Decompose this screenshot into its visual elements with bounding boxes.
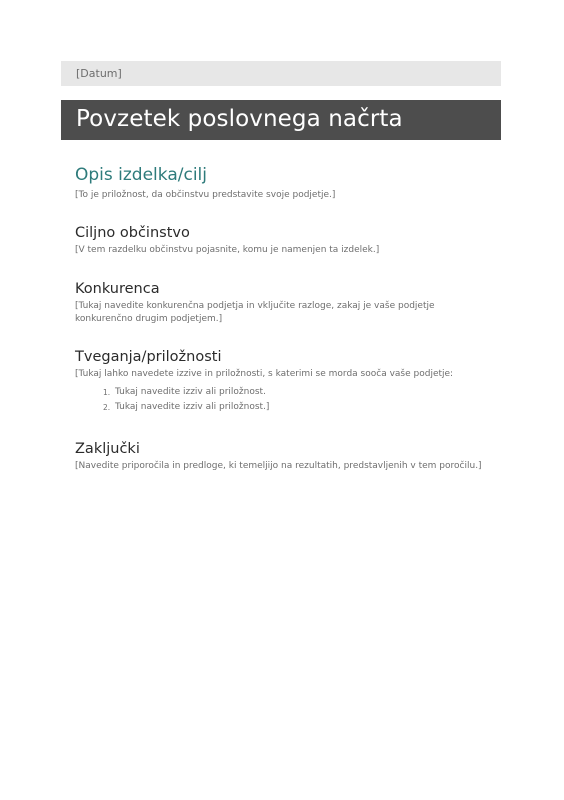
section-heading[interactable]: Ciljno občinstvo xyxy=(75,225,190,241)
risks-list xyxy=(75,385,495,415)
list-item-text: Tukaj navedite izziv ali priložnost.] xyxy=(115,402,270,412)
section-heading[interactable]: Zaključki xyxy=(75,441,140,457)
list-item[interactable] xyxy=(75,400,495,415)
date-field[interactable]: [Datum] xyxy=(76,67,122,80)
section-conclusions xyxy=(75,439,495,473)
section-heading[interactable]: Konkurenca xyxy=(75,281,160,297)
section-text[interactable]: [To je priložnost, da občinstvu predstavite svoje podjetje.] xyxy=(75,190,336,200)
section-competition xyxy=(75,279,495,326)
section-product-description xyxy=(75,163,495,202)
section-text[interactable]: [Tukaj lahko navedete izzive in priložnosti, s katerimi se morda sooča vaše podjetje: xyxy=(75,369,454,379)
section-heading[interactable]: Opis izdelka/cilj xyxy=(75,165,207,185)
section-text[interactable]: [Navedite priporočila in predloge, ki temeljijo na rezultatih, predstavljenih v tem poročilu.] xyxy=(75,461,482,471)
page-title[interactable]: Povzetek poslovnega načrta xyxy=(76,106,403,132)
section-heading[interactable]: Tveganja/priložnosti xyxy=(75,349,222,365)
section-text[interactable]: [Tukaj navedite konkurenčna podjetja in vključite razloge, zakaj je vaše podjetje konkurenčno drugim podjetjem.] xyxy=(75,301,435,324)
section-risks-opportunities xyxy=(75,347,495,415)
section-target-audience xyxy=(75,223,495,257)
list-item-text: Tukaj navedite izziv ali priložnost. xyxy=(115,387,266,397)
list-item[interactable] xyxy=(75,385,495,400)
date-bar xyxy=(61,61,501,86)
list-number: 2. xyxy=(103,403,111,412)
section-text[interactable]: [V tem razdelku občinstvu pojasnite, komu je namenjen ta izdelek.] xyxy=(75,245,380,255)
list-number: 1. xyxy=(103,388,111,397)
title-bar xyxy=(61,100,501,140)
